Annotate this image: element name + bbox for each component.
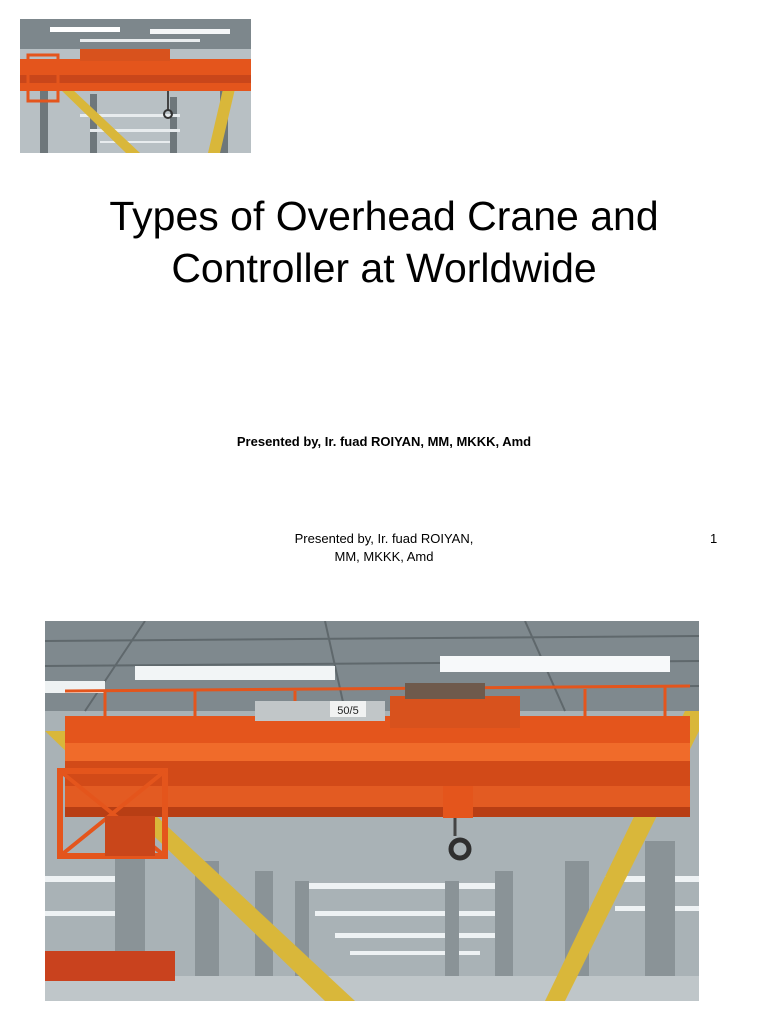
slide-title-line-1: Types of Overhead Crane and bbox=[109, 193, 659, 239]
slide-title bbox=[0, 190, 768, 294]
page-number: 1 bbox=[710, 531, 718, 546]
crane-capacity-sign: 50/5 bbox=[337, 705, 359, 717]
overhead-crane-image bbox=[45, 621, 699, 1001]
slide-title-line-2: Controller at Worldwide bbox=[171, 245, 597, 291]
crane-thumbnail-image bbox=[20, 19, 251, 153]
footer-line-2: MM, MKKK, Amd bbox=[334, 549, 434, 564]
slide-footer bbox=[250, 530, 518, 566]
footer-line-1: Presented by, Ir. fuad ROIYAN, bbox=[294, 531, 474, 546]
presenter-line: Presented by, Ir. fuad ROIYAN, MM, MKKK, Amd bbox=[236, 434, 532, 449]
